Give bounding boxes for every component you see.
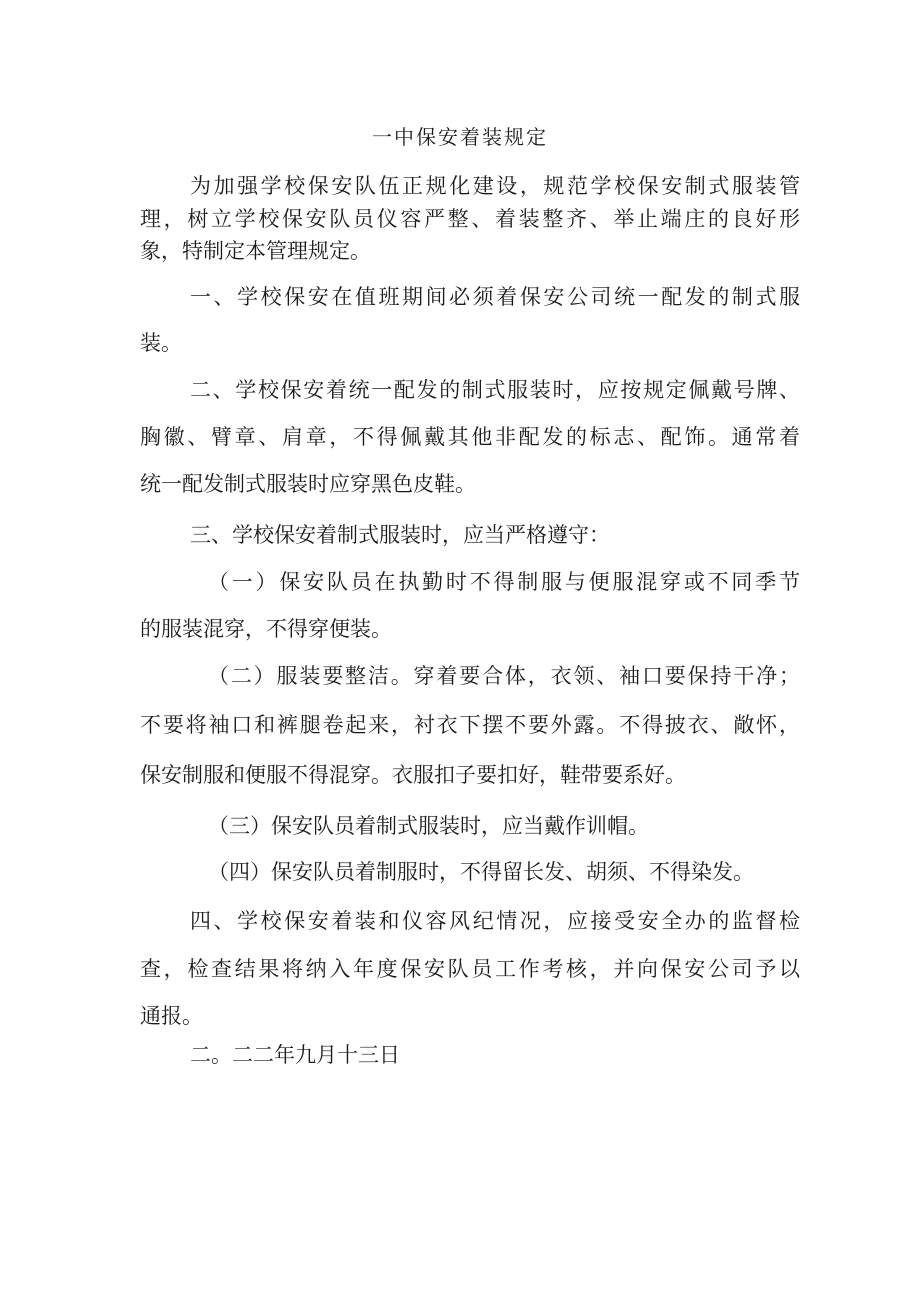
paragraph-line: 三、学校保安着制式服装时，应当严格遵守： (190, 523, 610, 547)
document-date: 二。二二年九月十三日 (190, 1043, 400, 1067)
paragraph-line: （三）保安队员着制式服装时，应当戴作训帽。 (208, 814, 649, 838)
paragraph-line: 保安制服和便服不得混穿。衣服扣子要扣好，鞋带要系好。 (140, 763, 686, 787)
paragraph-line: （一）保安队员在执勤时不得制服与便服混穿或不同季节 (208, 570, 800, 594)
paragraph-line: 四、学校保安着装和仪容风纪情况，应接受安全办的监督检 (190, 909, 800, 933)
paragraph-line: 不要将袖口和裤腿卷起来，衬衣下摆不要外露。不得披衣、敞怀， (140, 713, 800, 737)
document-title: 一中保安着装规定 (372, 125, 548, 149)
paragraph-line: 的服装混穿，不得穿便装。 (140, 617, 392, 641)
paragraph-line: 为加强学校保安队伍正规化建设，规范学校保安制式服装管 (190, 174, 800, 198)
paragraph-line: 理，树立学校保安队员仪容严整、着装整齐、举止端庄的良好形 (140, 207, 800, 231)
paragraph-line: 统一配发制式服装时应穿黑色皮鞋。 (140, 472, 476, 496)
paragraph-line: 胸徽、臂章、肩章，不得佩戴其他非配发的标志、配饰。通常着 (140, 425, 800, 449)
paragraph-line: （四）保安队员着制服时，不得留长发、胡须、不得染发。 (208, 860, 754, 884)
paragraph-line: 一、学校保安在值班期间必须着保安公司统一配发的制式服 (190, 285, 800, 309)
paragraph-line: 象，特制定本管理规定。 (140, 239, 371, 263)
paragraph-line: 通报。 (140, 1004, 203, 1028)
paragraph-line: （二）服装要整洁。穿着要合体，衣领、袖口要保持干净； (208, 664, 800, 688)
paragraph-line: 二、学校保安着统一配发的制式服装时，应按规定佩戴号牌、 (190, 378, 800, 402)
paragraph-line: 查，检查结果将纳入年度保安队员工作考核，并向保安公司予以 (140, 957, 800, 981)
paragraph-line: 装。 (140, 331, 182, 355)
